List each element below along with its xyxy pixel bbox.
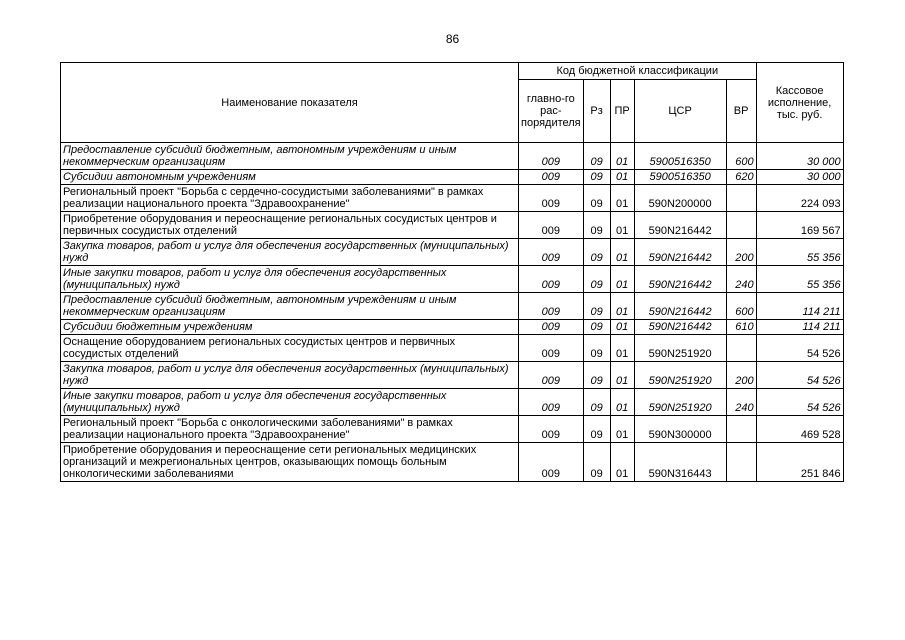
row-amount: 169 567 [756, 212, 843, 239]
row-rz-code: 09 [583, 143, 610, 170]
row-name: Предоставление субсидий бюджетным, автономным учреждениям и иным некоммерческим организациям [61, 143, 519, 170]
row-pr-code: 01 [610, 335, 634, 362]
row-csr-code: 590N316443 [634, 443, 726, 482]
row-csr-code: 5900516350 [634, 170, 726, 185]
budget-table [60, 62, 844, 482]
row-pr-code: 01 [610, 212, 634, 239]
row-admin-code: 009 [519, 335, 584, 362]
row-admin-code: 009 [519, 170, 584, 185]
table-row [61, 389, 844, 416]
table-row [61, 293, 844, 320]
row-name: Региональный проект "Борьба с онкологическими заболеваниями" в рамках реализации национального проекта "Здравоохранение" [61, 416, 519, 443]
row-pr-code: 01 [610, 443, 634, 482]
row-rz-code: 09 [583, 212, 610, 239]
row-name: Региональный проект "Борьба с сердечно-сосудистыми заболеваниями" в рамках реализации национального проекта "Здравоохранение" [61, 185, 519, 212]
row-amount: 55 356 [756, 266, 843, 293]
row-name: Оснащение оборудованием региональных сосудистых центров и первичных сосудистых отделений [61, 335, 519, 362]
table-body [61, 143, 844, 482]
row-vr-code: 240 [726, 266, 756, 293]
row-pr-code: 01 [610, 293, 634, 320]
header-vr: ВР [726, 80, 756, 143]
row-vr-code: 610 [726, 320, 756, 335]
row-pr-code: 01 [610, 170, 634, 185]
header-rz: Рз [583, 80, 610, 143]
row-rz-code: 09 [583, 266, 610, 293]
row-rz-code: 09 [583, 320, 610, 335]
row-admin-code: 009 [519, 143, 584, 170]
table-row [61, 170, 844, 185]
row-csr-code: 590N251920 [634, 389, 726, 416]
row-name: Закупка товаров, работ и услуг для обеспечения государственных (муниципальных) нужд [61, 239, 519, 266]
row-rz-code: 09 [583, 389, 610, 416]
row-pr-code: 01 [610, 143, 634, 170]
header-name: Наименование показателя [61, 63, 519, 143]
row-csr-code: 590N216442 [634, 266, 726, 293]
table-row [61, 335, 844, 362]
row-rz-code: 09 [583, 170, 610, 185]
row-amount: 30 000 [756, 143, 843, 170]
header-amount: Кассовое исполнение, тыс. руб. [756, 63, 843, 143]
table-row [61, 185, 844, 212]
row-rz-code: 09 [583, 416, 610, 443]
row-admin-code: 009 [519, 293, 584, 320]
row-amount: 54 526 [756, 362, 843, 389]
table-row [61, 239, 844, 266]
row-admin-code: 009 [519, 185, 584, 212]
row-rz-code: 09 [583, 293, 610, 320]
row-amount: 55 356 [756, 239, 843, 266]
row-amount: 114 211 [756, 293, 843, 320]
table-row [61, 212, 844, 239]
row-admin-code: 009 [519, 212, 584, 239]
row-amount: 224 093 [756, 185, 843, 212]
row-csr-code: 590N216442 [634, 239, 726, 266]
row-csr-code: 590N216442 [634, 212, 726, 239]
row-vr-code: 600 [726, 143, 756, 170]
header-budget-code-group: Код бюджетной классификации [519, 63, 757, 80]
row-name: Приобретение оборудования и переоснащение региональных сосудистых центров и первичных сосудистых отделений [61, 212, 519, 239]
row-vr-code: 240 [726, 389, 756, 416]
table-row [61, 362, 844, 389]
table-row [61, 443, 844, 482]
row-amount: 114 211 [756, 320, 843, 335]
row-admin-code: 009 [519, 416, 584, 443]
header-pr: ПР [610, 80, 634, 143]
row-pr-code: 01 [610, 320, 634, 335]
row-csr-code: 590N300000 [634, 416, 726, 443]
row-amount: 251 846 [756, 443, 843, 482]
row-admin-code: 009 [519, 320, 584, 335]
row-admin-code: 009 [519, 239, 584, 266]
row-vr-code: 600 [726, 293, 756, 320]
row-pr-code: 01 [610, 185, 634, 212]
row-csr-code: 590N216442 [634, 320, 726, 335]
row-amount: 30 000 [756, 170, 843, 185]
row-vr-code: 620 [726, 170, 756, 185]
row-name: Субсидии автономным учреждениям [61, 170, 519, 185]
row-name: Предоставление субсидий бюджетным, автономным учреждениям и иным некоммерческим организациям [61, 293, 519, 320]
row-pr-code: 01 [610, 362, 634, 389]
row-vr-code: 200 [726, 362, 756, 389]
row-name: Субсидии бюджетным учреждениям [61, 320, 519, 335]
row-vr-code [726, 416, 756, 443]
row-rz-code: 09 [583, 443, 610, 482]
row-rz-code: 09 [583, 362, 610, 389]
row-pr-code: 01 [610, 266, 634, 293]
row-vr-code: 200 [726, 239, 756, 266]
page-number: 86 [445, 32, 460, 46]
table-row [61, 416, 844, 443]
row-csr-code: 590N200000 [634, 185, 726, 212]
row-rz-code: 09 [583, 185, 610, 212]
row-admin-code: 009 [519, 389, 584, 416]
row-csr-code: 5900516350 [634, 143, 726, 170]
row-rz-code: 09 [583, 335, 610, 362]
table-row [61, 320, 844, 335]
row-vr-code [726, 212, 756, 239]
row-csr-code: 590N216442 [634, 293, 726, 320]
row-rz-code: 09 [583, 239, 610, 266]
row-csr-code: 590N251920 [634, 335, 726, 362]
table-row [61, 143, 844, 170]
row-admin-code: 009 [519, 266, 584, 293]
row-vr-code [726, 185, 756, 212]
row-name: Закупка товаров, работ и услуг для обеспечения государственных (муниципальных) нужд [61, 362, 519, 389]
row-vr-code [726, 335, 756, 362]
header-admin: главно-го рас-порядителя [519, 80, 584, 143]
row-vr-code [726, 443, 756, 482]
row-name: Иные закупки товаров, работ и услуг для обеспечения государственных (муниципальных) нужд [61, 266, 519, 293]
row-admin-code: 009 [519, 443, 584, 482]
header-csr: ЦСР [634, 80, 726, 143]
row-name: Иные закупки товаров, работ и услуг для обеспечения государственных (муниципальных) нужд [61, 389, 519, 416]
row-amount: 54 526 [756, 389, 843, 416]
row-pr-code: 01 [610, 416, 634, 443]
row-pr-code: 01 [610, 389, 634, 416]
row-admin-code: 009 [519, 362, 584, 389]
row-amount: 54 526 [756, 335, 843, 362]
row-amount: 469 528 [756, 416, 843, 443]
row-csr-code: 590N251920 [634, 362, 726, 389]
table-row [61, 266, 844, 293]
row-name: Приобретение оборудования и переоснащение сети региональных медицинских организаций и межрегиональных центров, оказывающих помощь больным онкологическими заболеваниями [61, 443, 519, 482]
row-pr-code: 01 [610, 239, 634, 266]
